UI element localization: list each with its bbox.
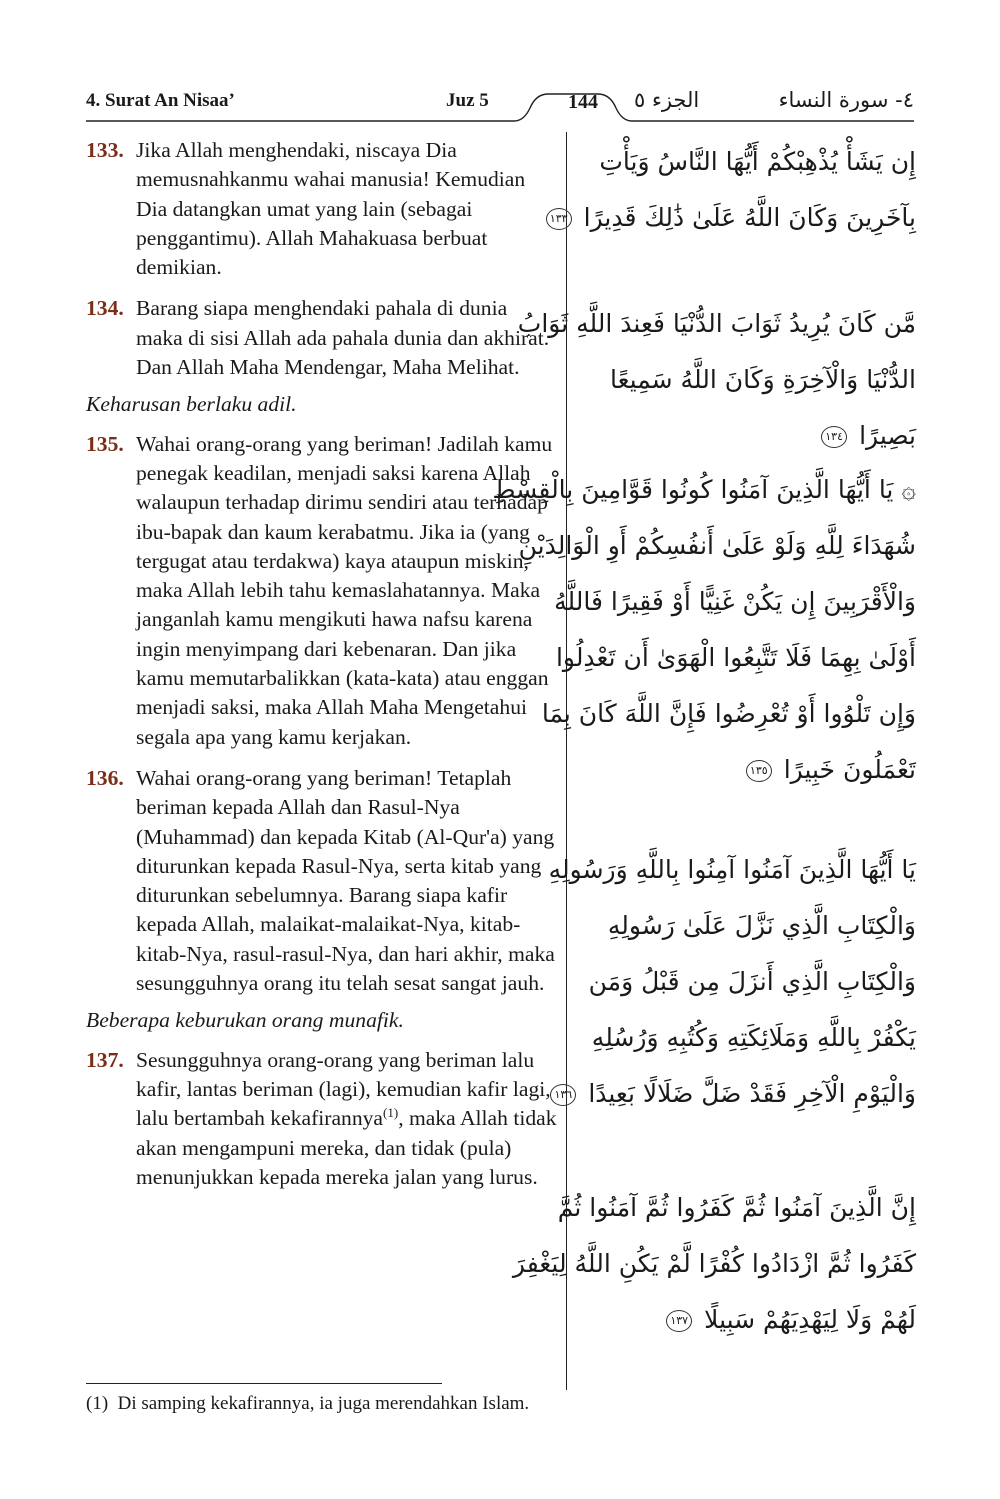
arabic-verse-136 bbox=[548, 842, 916, 1122]
arabic-line bbox=[590, 742, 916, 798]
juz-label-latin: Juz 5 bbox=[446, 90, 489, 111]
arabic-text: تَعْمَلُونَ خَبِيرًا bbox=[783, 755, 916, 784]
arabic-line: مَّن كَانَ يُرِيدُ ثَوَابَ الدُّنْيَا فَعِندَ اللَّهِ ثَوَابُ bbox=[517, 309, 916, 338]
arabic-line bbox=[554, 1066, 916, 1122]
verse-number: 134. bbox=[86, 296, 124, 321]
verse-text-part: , maka Allah tidak akan mengampuni mereka, dan tidak (pula) menunjukkan kepada mereka jalan yang lurus. bbox=[136, 1106, 557, 1189]
arabic-verse-133 bbox=[549, 134, 916, 246]
footnote-rule bbox=[86, 1383, 442, 1384]
arabic-line: كَفَرُوا ثُمَّ ازْدَادُوا كُفْرًا لَّمْ يَكُنِ اللَّهُ لِيَغْفِرَ bbox=[512, 1249, 916, 1278]
juz-label-arabic: الجزء ٥ bbox=[634, 88, 700, 112]
arabic-line: وَالْكِتَابِ الَّذِي أَنزَلَ مِن قَبْلُ وَمَن bbox=[588, 967, 916, 996]
footnote bbox=[86, 1393, 529, 1415]
arabic-line: ۞ يَا أَيُّهَا الَّذِينَ آمَنُوا كُونُوا قَوَّامِينَ بِالْقِسْطِ bbox=[492, 475, 916, 504]
footnote-marker: (1) bbox=[86, 1393, 109, 1414]
ayah-marker-icon: ١٣٧ bbox=[666, 1310, 692, 1332]
arabic-line: يَكْفُرْ بِاللَّهِ وَمَلَائِكَتِهِ وَكُتُبِهِ وَرُسُلِهِ bbox=[591, 1023, 916, 1052]
verse-text: Barang siapa menghendaki pahala di dunia maka di sisi Allah ada pahala dunia dan akhirat. Dan Allah Maha Mendengar, Maha Melihat. bbox=[136, 296, 550, 380]
arabic-line: الدُّنْيَا وَالْآخِرَةِ وَكَانَ اللَّهُ سَمِيعًا bbox=[609, 365, 916, 394]
section-heading-hypocrites: Beberapa keburukan orang munafik. bbox=[86, 1008, 404, 1033]
verse-text: Wahai orang-orang yang beriman! Tetaplah beriman kepada Allah dan Rasul-Nya (Muhammad) dan kepada Kitab (Al-Qur'a) yang diturunkan kepada Rasul-Nya, serta kitab yang diturunkan sebelumnya. Barang siapa kafir kepada Allah, malaikat-malaikat-Nya, kitab-kitab-Nya, rasul-rasul-Nya, dan hari akhir, maka sesungguhnya orang itu telah sesat sangat jauh. bbox=[136, 765, 555, 996]
verse-text: Jika Allah menghendaki, niscaya Dia memusnahkanmu wahai manusia! Kemudian Dia datangkan umat yang lain (sebagai penggantimu). Allah Mahakuasa berbuat demikian. bbox=[136, 138, 526, 280]
arabic-line: وَإِن تَلْوُوا أَوْ تُعْرِضُوا فَإِنَّ اللَّهَ كَانَ بِمَا bbox=[541, 699, 916, 728]
verse-133 bbox=[86, 136, 558, 282]
footnote-reference[interactable]: (1) bbox=[383, 1105, 399, 1121]
verse-135 bbox=[86, 430, 558, 752]
arabic-text: لَهُمْ وَلَا لِيَهْدِيَهُمْ سَبِيلًا bbox=[704, 1305, 916, 1334]
arabic-text: بِآخَرِينَ وَكَانَ اللَّهُ عَلَىٰ ذَٰلِكَ قَدِيرًا bbox=[583, 203, 916, 232]
verse-text-part: Sesungguhnya orang-orang yang beriman lalu kafir, lantas beriman (lagi), kemudian kafir lagi, lalu bertambah kekafirannya bbox=[136, 1047, 551, 1131]
verse-137 bbox=[86, 1046, 558, 1192]
arabic-text: بَصِيرًا bbox=[859, 421, 916, 450]
arabic-line bbox=[590, 1292, 916, 1348]
arabic-line: يَا أَيُّهَا الَّذِينَ آمَنُوا آمِنُوا بِاللَّهِ وَرَسُولِهِ bbox=[548, 855, 916, 884]
arabic-line: شُهَدَاءَ لِلَّهِ وَلَوْ عَلَىٰ أَنفُسِكُمْ أَوِ الْوَالِدَيْنِ bbox=[518, 531, 916, 560]
ayah-marker-icon: ١٣٦ bbox=[550, 1084, 576, 1106]
arabic-verse-134 bbox=[517, 296, 916, 464]
ayah-marker-icon: ١٣٣ bbox=[546, 208, 572, 230]
arabic-verse-137 bbox=[512, 1180, 916, 1348]
verse-134 bbox=[86, 294, 558, 382]
surah-title-arabic: ٤- سورة النساء bbox=[778, 88, 914, 112]
ayah-marker-icon: ١٣٥ bbox=[746, 760, 772, 782]
footnote-text: Di samping kekafirannya, ia juga merendahkan Islam. bbox=[117, 1393, 530, 1414]
translation-column bbox=[86, 136, 558, 1204]
arabic-line bbox=[590, 408, 916, 464]
section-heading-justice: Keharusan berlaku adil. bbox=[86, 392, 297, 417]
verse-text: Wahai orang-orang yang beriman! Jadilah kamu penegak keadilan, menjadi saksi karena Allah walaupun terhadap dirimu sendiri atau terhadap ibu-bapak dan kaum kerabatmu. Jika ia (yang tergugat atau terdakwa) kaya ataupun miskin, maka Allah lebih tahu kemaslahatannya. Maka janganlah kamu mengikuti hawa nafsu karena ingin menyimpang dari kebenaran. Dan jika kamu memutarbalikkan (kata-kata) atau enggan menjadi saksi, maka Allah Maha Mengetahui segala apa yang kamu kerjakan. bbox=[136, 431, 553, 749]
verse-number: 133. bbox=[86, 138, 124, 162]
arabic-line: إِن يَشَأْ يُذْهِبْكُمْ أَيُّهَا النَّاسُ وَيَأْتِ bbox=[599, 147, 916, 176]
arabic-line: إِنَّ الَّذِينَ آمَنُوا ثُمَّ كَفَرُوا ثُمَّ آمَنُوا ثُمَّ bbox=[557, 1193, 916, 1222]
arabic-verse-135 bbox=[492, 462, 916, 798]
surah-title-latin: 4. Surat An Nisaa’ bbox=[86, 90, 235, 111]
arabic-line bbox=[549, 190, 916, 246]
arabic-line: أَوْلَىٰ بِهِمَا فَلَا تَتَّبِعُوا الْهَوَىٰ أَن تَعْدِلُوا bbox=[555, 643, 916, 672]
page-number: 144 bbox=[568, 91, 598, 113]
verse-136 bbox=[86, 764, 558, 998]
verse-text bbox=[136, 1046, 558, 1192]
arabic-line: وَالْكِتَابِ الَّذِي نَزَّلَ عَلَىٰ رَسُولِهِ bbox=[607, 911, 916, 940]
verse-number: 137. bbox=[86, 1047, 124, 1072]
page-header bbox=[86, 80, 914, 125]
arabic-text: وَالْيَوْمِ الْآخِرِ فَقَدْ ضَلَّ ضَلَالًا بَعِيدًا bbox=[588, 1079, 916, 1108]
arabic-line: وَالْأَقْرَبِينَ إِن يَكُنْ غَنِيًّا أَوْ فَقِيرًا فَاللَّهُ bbox=[554, 587, 916, 616]
ayah-marker-icon: ١٣٤ bbox=[821, 426, 847, 448]
verse-number: 135. bbox=[86, 431, 124, 456]
verse-number: 136. bbox=[86, 765, 124, 790]
